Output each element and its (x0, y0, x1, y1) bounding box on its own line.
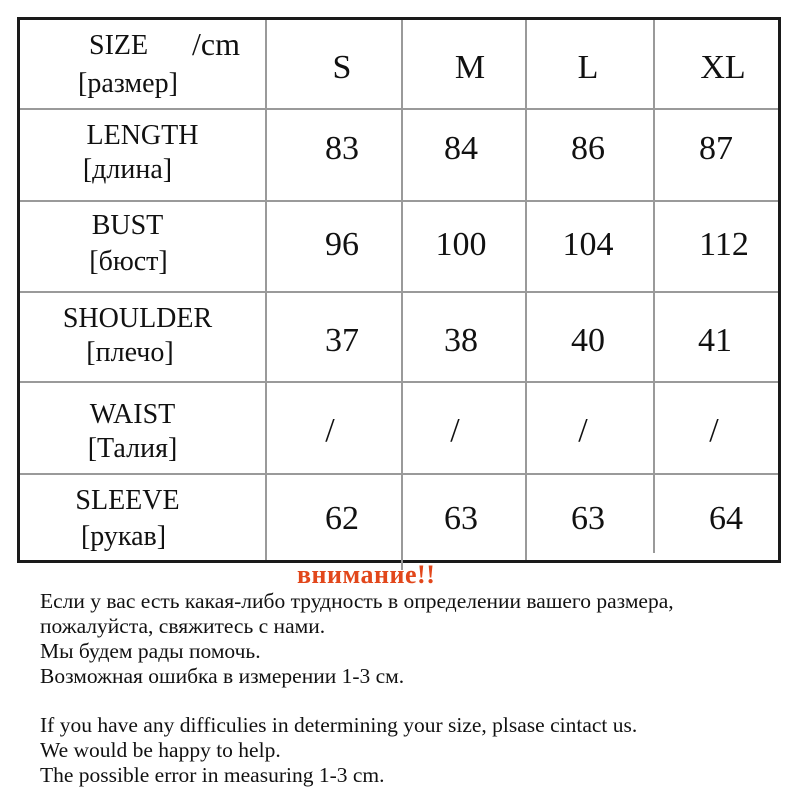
table-cell: 37 (325, 322, 359, 359)
grid-line (20, 291, 778, 293)
table-cell: 64 (709, 500, 743, 537)
table-cell: 83 (325, 130, 359, 167)
table-cell: 41 (698, 322, 732, 359)
table-cell: / (450, 412, 460, 449)
table-cell: 96 (325, 226, 359, 263)
row-label-waist (20, 398, 265, 465)
row-label-en: SHOULDER (62, 303, 213, 334)
row-label-ru: [бюст] (89, 245, 168, 277)
grid-line (20, 381, 778, 383)
notice-ru-line: Если у вас есть какая-либо трудность в определении вашего размера, (40, 589, 674, 613)
row-label-sleeve (20, 484, 265, 553)
notice-en-text (40, 713, 637, 788)
size-header-ru: [размер] (78, 68, 178, 99)
row-label-ru: [рукав] (80, 520, 167, 552)
table-cell: 87 (699, 130, 733, 167)
column-header-m: M (454, 49, 486, 86)
column-header-l: L (577, 49, 599, 86)
table-cell: 40 (571, 322, 605, 359)
grid-line (20, 200, 778, 202)
row-label-en: WAIST (89, 399, 176, 430)
notice-en-line: If you have any difficulies in determining your size, plsase cintact us. (40, 713, 638, 737)
table-cell: 38 (444, 322, 478, 359)
row-label-ru: [Талия] (87, 432, 178, 464)
table-cell: 63 (444, 500, 478, 537)
table-cell: / (578, 412, 588, 449)
row-label-bust (20, 209, 265, 278)
grid-line (20, 473, 778, 475)
notice-ru-text (40, 589, 674, 689)
row-label-length (20, 119, 265, 186)
table-cell: 63 (571, 500, 605, 537)
grid-line (525, 20, 527, 560)
grid-line (265, 20, 267, 560)
table-cell: 100 (435, 226, 487, 263)
row-label-ru: [плечо] (86, 336, 174, 368)
row-label-en: BUST (91, 210, 164, 241)
unit-label: /cm (192, 26, 240, 62)
row-label-en: LENGTH (86, 120, 199, 151)
notice-ru-line: пожалуйста, свяжитесь с нами. (40, 614, 326, 638)
column-header-xl: XL (700, 49, 746, 86)
table-cell: / (325, 412, 335, 449)
row-label-en: SLEEVE (75, 485, 180, 516)
grid-line (20, 108, 778, 110)
notice-ru-line: Мы будем рады помочь. (40, 639, 261, 663)
table-cell: 84 (444, 130, 478, 167)
table-cell: 104 (562, 226, 614, 263)
size-chart-table (17, 17, 781, 563)
table-cell: 112 (699, 226, 749, 263)
row-label-ru: [длина] (82, 153, 173, 185)
row-label-shoulder (20, 302, 265, 369)
size-header-label: SIZE (89, 30, 149, 61)
notice-title: внимание!! (297, 560, 436, 589)
grid-line (401, 20, 403, 570)
notice-en-line: The possible error in measuring 1-3 cm. (40, 763, 385, 787)
table-cell: / (709, 412, 719, 449)
notice-en-line: We would be happy to help. (40, 738, 281, 762)
table-cell: 86 (571, 130, 605, 167)
notice-ru-line: Возможная ошибка в измерении 1-3 см. (40, 664, 405, 688)
column-header-s: S (332, 49, 352, 86)
table-cell: 62 (325, 500, 359, 537)
